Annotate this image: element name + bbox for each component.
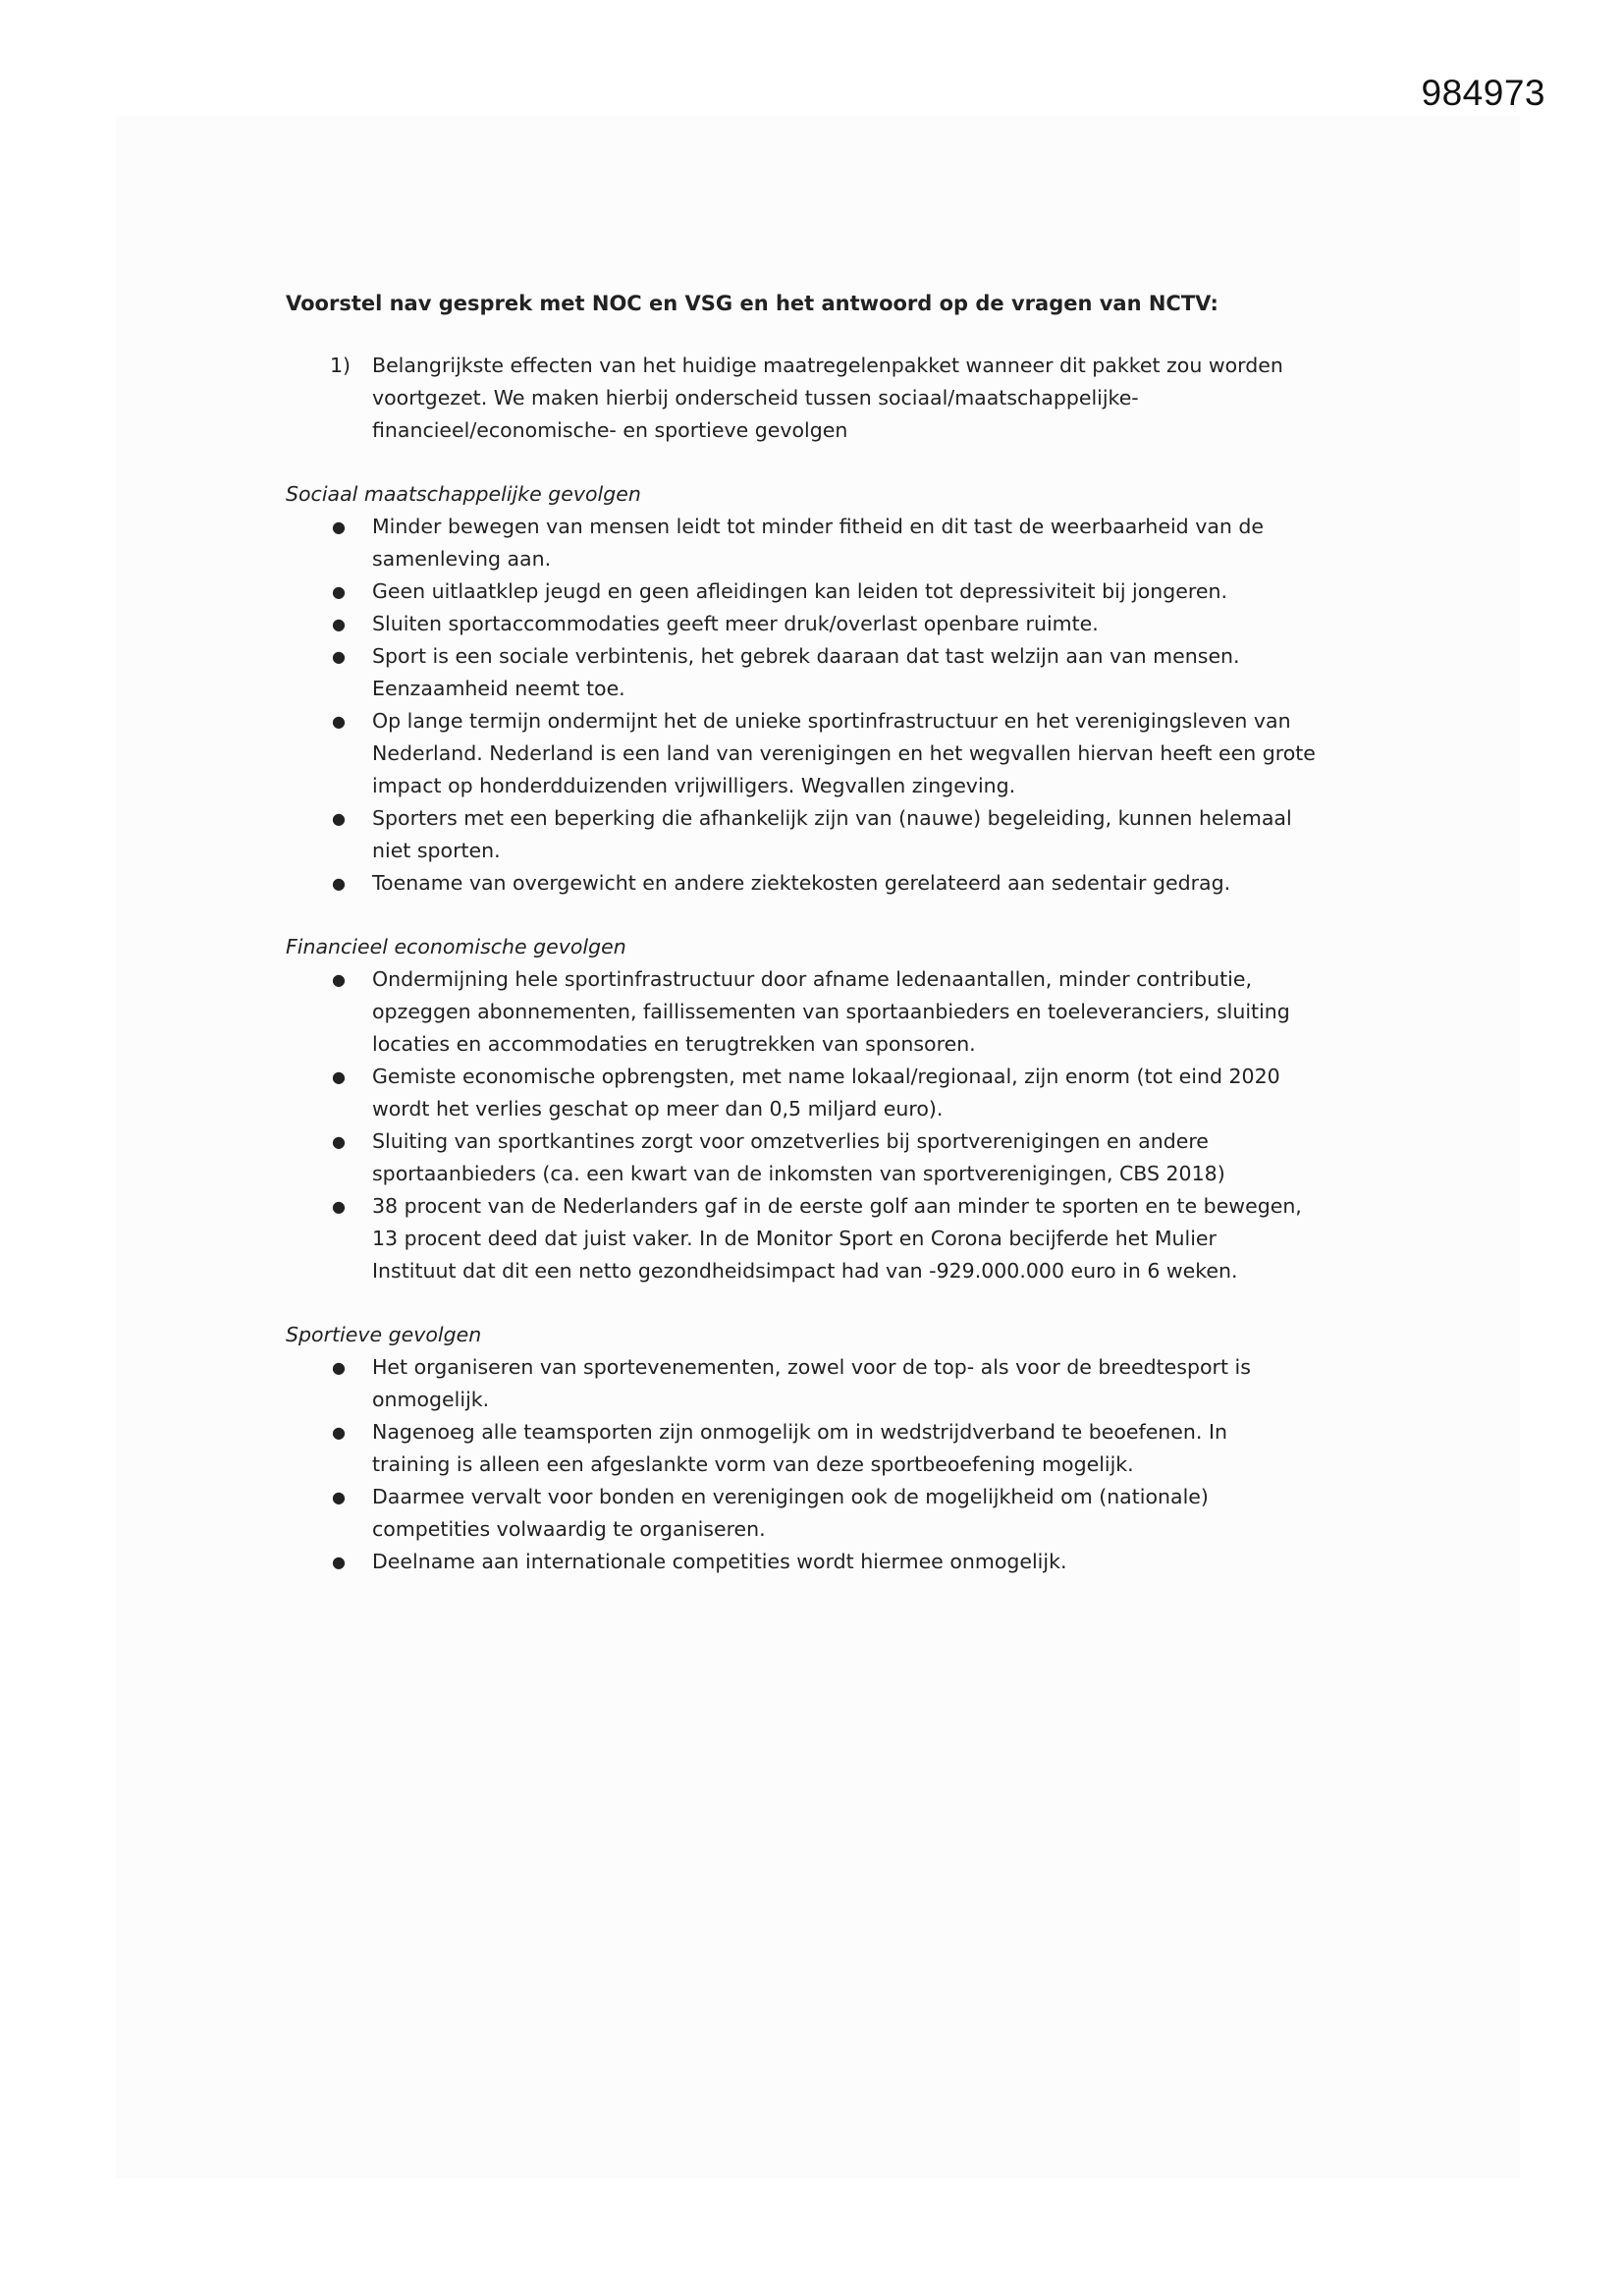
text-line: samenleving aan.: [372, 547, 552, 571]
bullet-icon: ●: [332, 1067, 346, 1086]
section: [286, 931, 1376, 1287]
list-item: [286, 802, 1376, 867]
text-line: 38 procent van de Nederlanders gaf in de eerste golf aan minder te sporten en te bewegen,: [372, 1194, 1302, 1218]
text-line: voortgezet. We maken hierbij onderscheid tussen sociaal/maatschappelijke-: [372, 386, 1139, 410]
text-line: impact op honderdduizenden vrijwilligers. Wegvallen zingeving.: [372, 774, 1016, 797]
text-line: Nagenoeg alle teamsporten zijn onmogelijk om in wedstrijdverband te beoefenen. In: [372, 1420, 1227, 1444]
list-item: [286, 1416, 1376, 1481]
list-item: [286, 640, 1376, 705]
bullet-icon: ●: [332, 809, 346, 828]
text-line: opzeggen abonnementen, faillissementen van sportaanbieders en toeleveranciers, sluiting: [372, 1000, 1290, 1023]
text-line: competities volwaardig te organiseren.: [372, 1517, 766, 1541]
text-line: niet sporten.: [372, 839, 501, 862]
item-number: 1): [330, 354, 352, 377]
text-line: sportaanbieders (ca. een kwart van de inkomsten van sportverenigingen, CBS 2018): [372, 1162, 1225, 1185]
bullet-icon: ●: [332, 712, 346, 731]
text-line: wordt het verlies geschat op meer dan 0,5 miljard euro).: [372, 1097, 944, 1121]
text-line: locaties en accommodaties en terugtrekken van sponsoren.: [372, 1032, 976, 1056]
section: [286, 1319, 1376, 1578]
list-item: [286, 705, 1376, 802]
text-line: Geen uitlaatklep jeugd en geen afleidingen kan leiden tot depressiviteit bij jongeren.: [372, 579, 1227, 603]
numbered-item-1: [286, 350, 1376, 447]
bullet-icon: ●: [332, 1197, 346, 1216]
text-line: Sluiting van sportkantines zorgt voor omzetverlies bij sportverenigingen en andere: [372, 1129, 1209, 1153]
list-item: [286, 1546, 1376, 1578]
list-item: [286, 511, 1376, 575]
bullet-icon: ●: [332, 1358, 346, 1377]
bullet-icon: ●: [332, 874, 346, 893]
text-line: onmogelijk.: [372, 1388, 490, 1411]
text-line: Daarmee vervalt voor bonden en verenigingen ook de mogelijkheid om (nationale): [372, 1485, 1209, 1508]
text-line: Gemiste economische opbrengsten, met name lokaal/regionaal, zijn enorm (tot eind 2020: [372, 1065, 1280, 1088]
list-item: [286, 1481, 1376, 1546]
bullet-icon: ●: [332, 647, 346, 666]
section: [286, 478, 1376, 900]
text-line: Deelname aan internationale competities wordt hiermee onmogelijk.: [372, 1550, 1067, 1573]
bullet-list: [286, 1351, 1376, 1578]
text-line: Eenzaamheid neemt toe.: [372, 677, 625, 700]
document-number: 984973: [1421, 73, 1545, 113]
bullet-list: [286, 511, 1376, 900]
list-item: [286, 867, 1376, 900]
document-body: [286, 288, 1376, 1578]
bullet-icon: ●: [332, 1423, 346, 1442]
list-item: [286, 1351, 1376, 1416]
numbered-item-text: [372, 350, 1376, 447]
text-line: Belangrijkste effecten van het huidige maatregelenpakket wanneer dit pakket zou worden: [372, 354, 1283, 377]
text-line: Op lange termijn ondermijnt het de unieke sportinfrastructuur en het verenigingsleven van: [372, 709, 1291, 733]
section-title: Sportieve gevolgen: [286, 1323, 482, 1346]
section-title: Sociaal maatschappelijke gevolgen: [286, 482, 641, 506]
text-line: Sport is een sociale verbintenis, het gebrek daaraan dat tast welzijn aan van mensen.: [372, 644, 1240, 668]
text-line: Ondermijning hele sportinfrastructuur door afname ledenaantallen, minder contributie,: [372, 967, 1253, 991]
list-item: [286, 1125, 1376, 1190]
list-item: [286, 1061, 1376, 1125]
sections-container: [286, 478, 1376, 1578]
text-line: financieel/economische- en sportieve gevolgen: [372, 418, 848, 442]
bullet-icon: ●: [332, 1488, 346, 1506]
list-item: [286, 963, 1376, 1061]
text-line: training is alleen een afgeslankte vorm van deze sportbeoefening mogelijk.: [372, 1452, 1134, 1476]
section-title: Financieel economische gevolgen: [286, 935, 626, 958]
text-line: Minder bewegen van mensen leidt tot minder fitheid en dit tast de weerbaarheid van de: [372, 515, 1265, 538]
text-line: Toename van overgewicht en andere ziektekosten gerelateerd aan sedentair gedrag.: [372, 871, 1231, 895]
list-item: [286, 1190, 1376, 1287]
bullet-icon: ●: [332, 582, 346, 601]
list-item: [286, 575, 1376, 608]
text-line: Instituut dat dit een netto gezondheidsimpact had van -929.000.000 euro in 6 weken.: [372, 1259, 1238, 1283]
list-item: [286, 608, 1376, 640]
bullet-icon: ●: [332, 1132, 346, 1151]
text-line: Nederland. Nederland is een land van verenigingen en het wegvallen hiervan heeft een grote: [372, 741, 1316, 765]
text-line: Sluiten sportaccommodaties geeft meer druk/overlast openbare ruimte.: [372, 612, 1099, 635]
bullet-icon: ●: [332, 518, 346, 536]
bullet-list: [286, 963, 1376, 1287]
bullet-icon: ●: [332, 615, 346, 633]
document-heading: Voorstel nav gesprek met NOC en VSG en het antwoord op de vragen van NCTV:: [286, 292, 1218, 315]
text-line: Sporters met een beperking die afhankelijk zijn van (nauwe) begeleiding, kunnen helemaal: [372, 806, 1292, 830]
bullet-icon: ●: [332, 970, 346, 989]
bullet-icon: ●: [332, 1553, 346, 1571]
text-line: 13 procent deed dat juist vaker. In de Monitor Sport en Corona becijferde het Mulier: [372, 1227, 1217, 1250]
text-line: Het organiseren van sportevenementen, zowel voor de top- als voor de breedtesport is: [372, 1355, 1251, 1379]
